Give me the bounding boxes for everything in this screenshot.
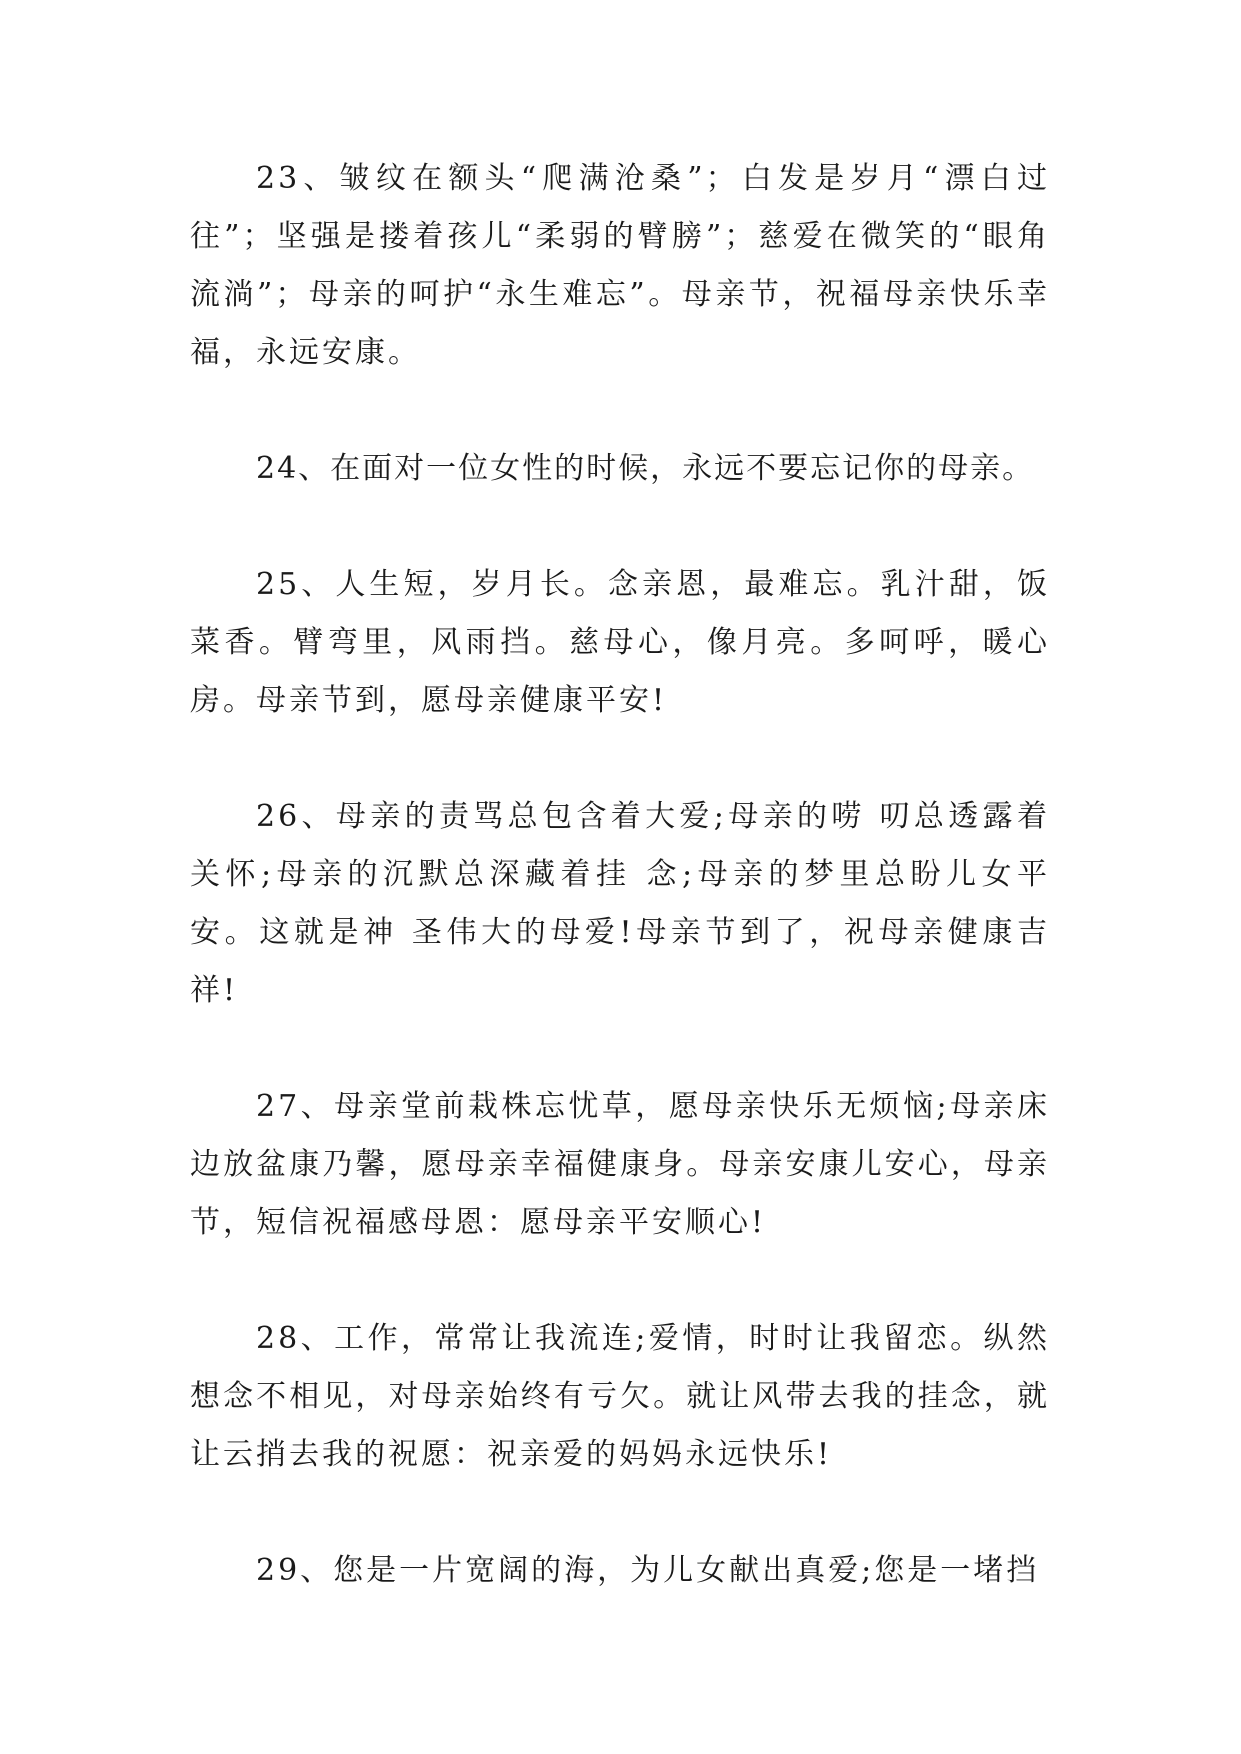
paragraph-29: 29、您是一片宽阔的海，为儿女献出真爱;您是一堵挡 <box>256 1553 1040 1588</box>
document-body <box>190 150 1050 1658</box>
paragraph-28: 28、工作，常常让我流连;爱情，时时让我留恋。纵然想念不相见，对母亲始终有亏欠。就让风带去我的挂念，就让云捎去我的祝愿：祝亲爱的妈妈永远快乐! <box>190 1321 1050 1472</box>
paragraph-24: 24、在面对一位女性的时候，永远不要忘记你的母亲。 <box>256 451 1035 486</box>
paragraph-23: 23、皱纹在额头“爬满沧桑”；白发是岁月“漂白过往”；坚强是搂着孩儿“柔弱的臂膀”；慈爱在微笑的“眼角流淌”；母亲的呵护“永生难忘”。母亲节，祝福母亲快乐幸福，永远安康。 <box>190 161 1050 370</box>
paragraph-26: 26、母亲的责骂总包含着大爱;母亲的唠 叨总透露着关怀;母亲的沉默总深藏着挂 念;母亲的梦里总盼儿女平安。这就是神 圣伟大的母爱!母亲节到了，祝母亲健康吉祥! <box>190 799 1050 1008</box>
paragraph-25: 25、人生短，岁月长。念亲恩，最难忘。乳汁甜，饭菜香。臂弯里，风雨挡。慈母心，像月亮。多呵呼，暖心房。母亲节到，愿母亲健康平安! <box>190 567 1050 718</box>
paragraph-27: 27、母亲堂前栽株忘忧草，愿母亲快乐无烦恼;母亲床边放盆康乃馨，愿母亲幸福健康身。母亲安康儿安心，母亲节，短信祝福感母恩：愿母亲平安顺心! <box>190 1089 1050 1240</box>
